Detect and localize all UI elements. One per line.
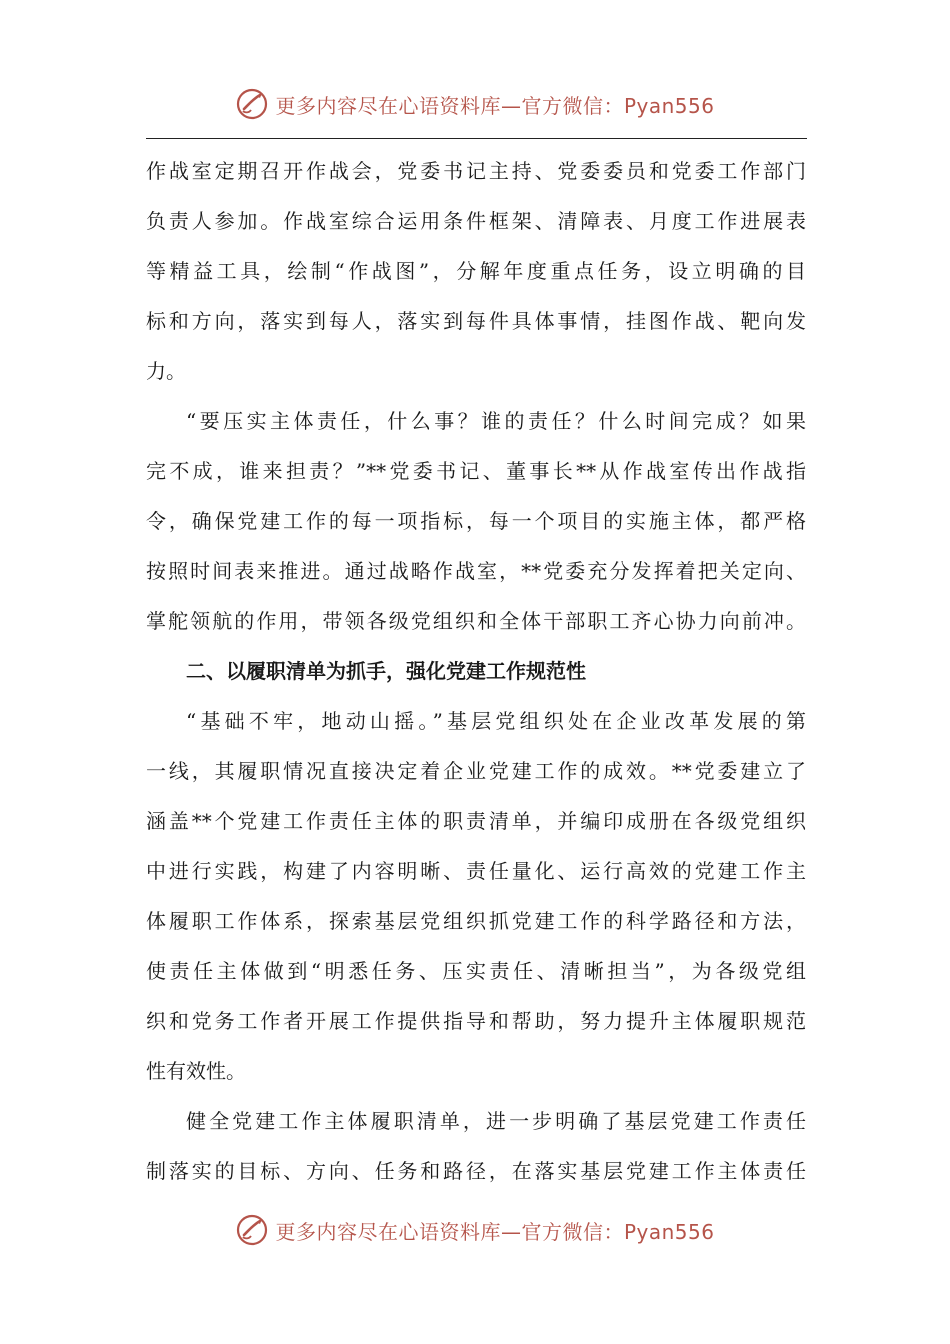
body-line: 制落实的目标、方向、任务和路径，在落实基层党建工作主体责任	[146, 1159, 806, 1183]
body-line: 使责任主体做到“明悉任务、压实责任、清晰担当”，为各级党组	[146, 959, 806, 983]
footer-banner	[0, 1210, 950, 1250]
body-line: 织和党务工作者开展工作提供指导和帮助，努力提升主体履职规范	[146, 1009, 806, 1033]
body-line: 一线，其履职情况直接决定着企业党建工作的成效。**党委建立了	[146, 759, 806, 783]
body-line: 作战室定期召开作战会，党委书记主持、党委委员和党委工作部门	[146, 159, 806, 183]
header-banner	[0, 84, 950, 124]
pen-seal-icon	[235, 1213, 269, 1247]
body-line: 力。	[146, 359, 186, 383]
body-line: 负责人参加。作战室综合运用条件框架、清障表、月度工作进展表	[146, 209, 806, 233]
document-body	[146, 146, 806, 1196]
body-line: 中进行实践，构建了内容明晰、责任量化、运行高效的党建工作主	[146, 859, 806, 883]
body-line: 令，确保党建工作的每一项指标，每一个项目的实施主体，都严格	[146, 509, 806, 533]
footer-banner-text: 更多内容尽在心语资料库—官方微信：Pyan556	[275, 1219, 715, 1244]
body-line: 健全党建工作主体履职清单，进一步明确了基层党建工作责任	[186, 1109, 806, 1133]
body-line: 性有效性。	[146, 1059, 246, 1083]
body-line: 体履职工作体系，探索基层党组织抓党建工作的科学路径和方法，	[146, 909, 806, 933]
body-line: 完不成，谁来担责？”**党委书记、董事长**从作战室传出作战指	[146, 459, 806, 483]
body-line: 标和方向，落实到每人，落实到每件具体事情，挂图作战、靶向发	[146, 309, 806, 333]
header-banner-text: 更多内容尽在心语资料库—官方微信：Pyan556	[275, 93, 715, 118]
pen-seal-icon	[235, 87, 269, 121]
body-line: “要压实主体责任，什么事？谁的责任？什么时间完成？如果	[186, 409, 806, 433]
body-line: 按照时间表来推进。通过战略作战室，**党委充分发挥着把关定向、	[146, 559, 806, 583]
body-line: 等精益工具，绘制“作战图”，分解年度重点任务，设立明确的目	[146, 259, 806, 283]
body-line: 涵盖**个党建工作责任主体的职责清单，并编印成册在各级党组织	[146, 809, 806, 833]
section-heading: 二、以履职清单为抓手，强化党建工作规范性	[186, 659, 586, 683]
body-line: “基础不牢，地动山摇。”基层党组织处在企业改革发展的第	[186, 709, 806, 733]
body-line: 掌舵领航的作用，带领各级党组织和全体干部职工齐心协力向前冲。	[146, 609, 806, 633]
header-divider	[146, 138, 807, 139]
